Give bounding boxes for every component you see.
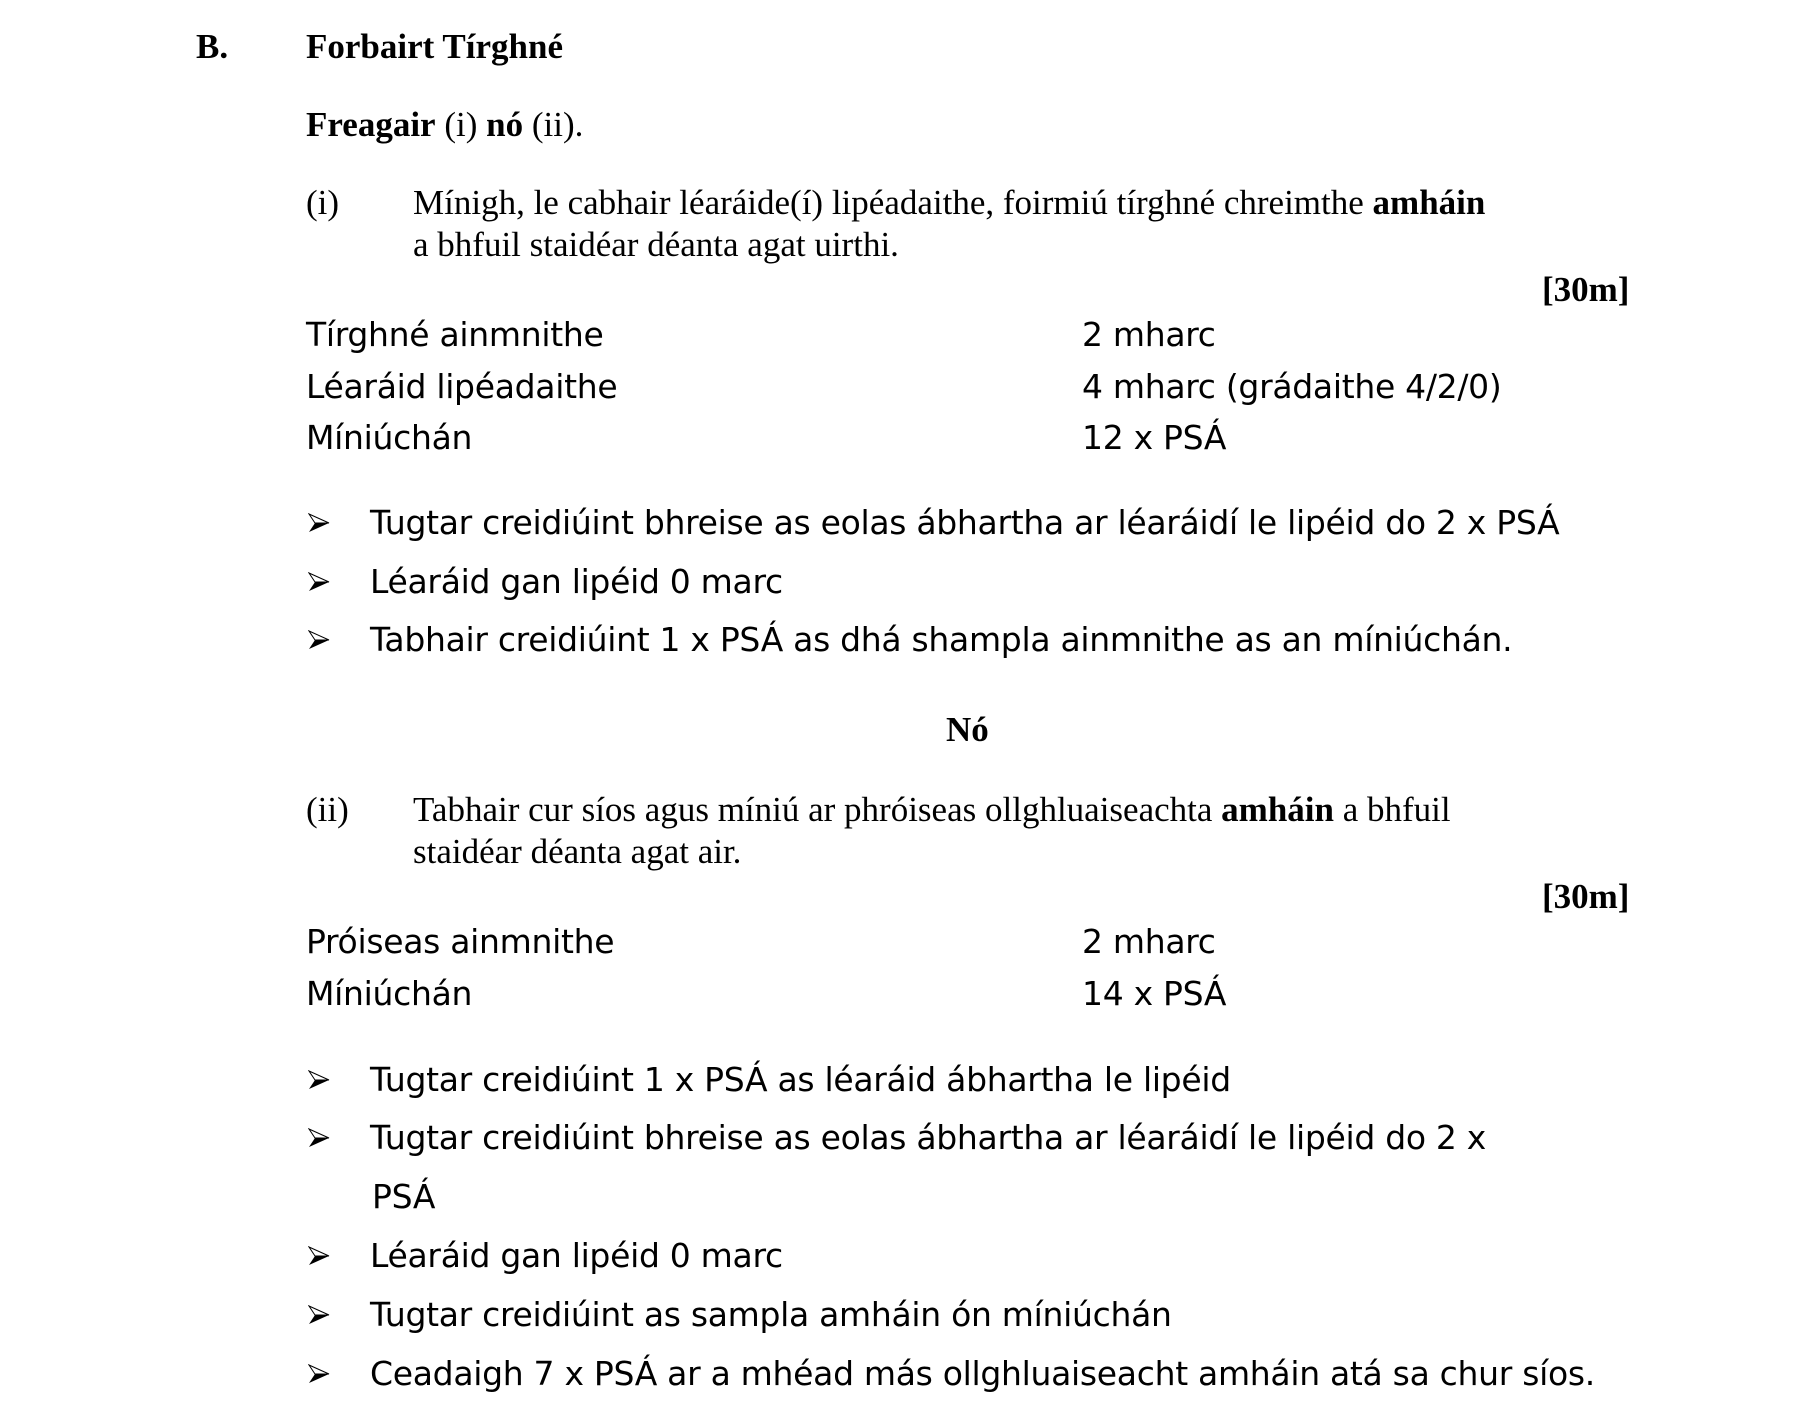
scheme-item: Léaráid lipéadaithe (306, 367, 618, 406)
or-separator: Nó (946, 710, 989, 749)
part-i-marks: [30m] (1542, 270, 1630, 309)
part-ii-marks: [30m] (1542, 877, 1630, 916)
instruction-verb: Freagair (306, 105, 436, 144)
instruction-option-2: (ii). (531, 105, 584, 144)
scheme-item: Tírghné ainmnithe (306, 315, 604, 354)
note-item: Tabhair creidiúint 1 x PSÁ as dhá shampla ainmnithe as an míniúchán. (370, 620, 1513, 659)
note-item: Léaráid gan lipéid 0 marc (370, 562, 783, 601)
section-title: Forbairt Tírghné (306, 27, 563, 66)
instruction (306, 107, 583, 142)
part-i-question-line-1: Mínigh, le cabhair léaráide(í) lipéadaithe, foirmiú tírghné chreimthe amháin (413, 183, 1486, 222)
part-ii-question-line-1: Tabhair cur síos agus míniú ar phróiseas ollghluaiseachta amháin a bhfuil (413, 790, 1451, 829)
scheme-value: 12 x PSÁ (1082, 418, 1227, 457)
arrow-bullet-icon (308, 629, 330, 651)
part-ii-question-line-2: staidéar déanta agat air. (413, 832, 742, 871)
instruction-option-1: (i) (444, 105, 478, 144)
section-letter: B. (196, 27, 229, 66)
part-i-question-line-2: a bhfuil staidéar déanta agat uirthi. (413, 225, 899, 264)
note-item: Léaráid gan lipéid 0 marc (370, 1236, 783, 1275)
scheme-value: 14 x PSÁ (1082, 974, 1227, 1013)
scheme-value: 4 mharc (grádaithe 4/2/0) (1082, 367, 1502, 406)
scheme-value: 2 mharc (1082, 315, 1216, 354)
arrow-bullet-icon (308, 512, 330, 534)
scheme-item: Míniúchán (306, 418, 473, 457)
part-ii-label: (ii) (306, 790, 349, 829)
arrow-bullet-icon (308, 571, 330, 593)
arrow-bullet-icon (308, 1245, 330, 1267)
note-item: Tugtar creidiúint bhreise as eolas ábhartha ar léaráidí le lipéid do 2 x PSÁ (370, 503, 1560, 542)
arrow-bullet-icon (308, 1304, 330, 1326)
note-item: Tugtar creidiúint as sampla amháin ón míniúchán (370, 1295, 1172, 1334)
scheme-item: Próiseas ainmnithe (306, 922, 615, 961)
arrow-bullet-icon (308, 1069, 330, 1091)
arrow-bullet-icon (308, 1363, 330, 1385)
note-item: Tugtar creidiúint bhreise as eolas ábhartha ar léaráidí le lipéid do 2 x (370, 1118, 1487, 1157)
note-item: Tugtar creidiúint 1 x PSÁ as léaráid ábhartha le lipéid (370, 1060, 1231, 1099)
scheme-item: Míniúchán (306, 974, 473, 1013)
scheme-value: 2 mharc (1082, 922, 1216, 961)
note-item: Ceadaigh 7 x PSÁ ar a mhéad más ollghluaiseacht amháin atá sa chur síos. (370, 1354, 1595, 1393)
instruction-or: nó (486, 105, 524, 144)
part-i-label: (i) (306, 183, 340, 222)
arrow-bullet-icon (308, 1127, 330, 1149)
note-item-continuation: PSÁ (372, 1177, 436, 1216)
